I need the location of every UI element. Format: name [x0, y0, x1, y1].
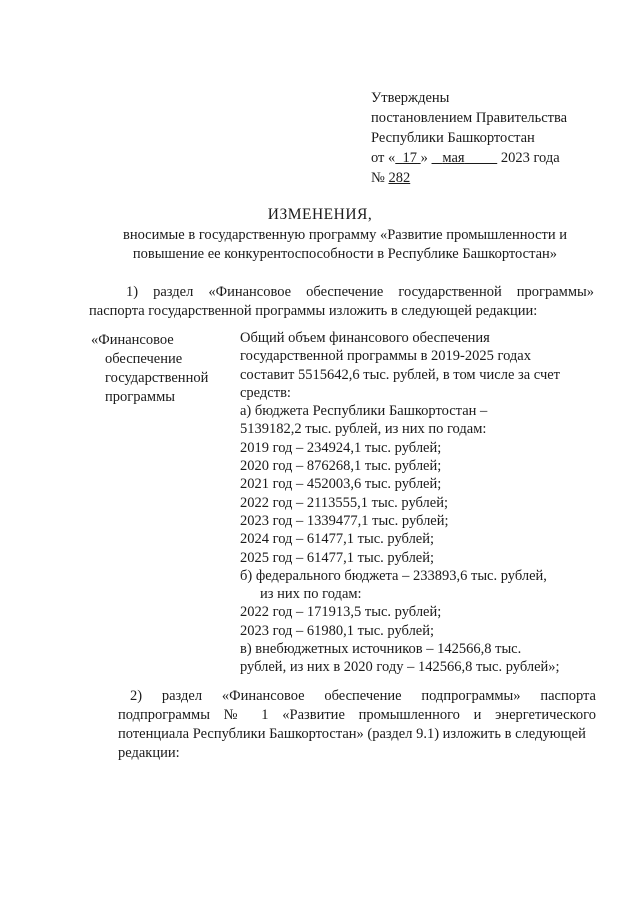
subtitle-line-2: повышение ее конкурентоспособности в Республике Башкортостан»: [132, 246, 558, 262]
content-line: рублей, из них в 2020 году – 142566,8 тыс. рублей»;: [240, 659, 560, 676]
funding-content: [240, 329, 600, 677]
approval-block: [371, 88, 567, 188]
content-line: 2024 год – 61477,1 тыс. рублей;: [240, 531, 435, 548]
content-line: а) бюджета Республики Башкортостан –: [240, 403, 488, 420]
date-mid: »: [420, 150, 432, 166]
content-line: средств:: [240, 384, 291, 401]
paragraph-1-line-1: 1) раздел «Финансовое обеспечение государственной программы»: [126, 284, 594, 300]
paragraph-1: [89, 283, 594, 321]
label-line: обеспечение: [105, 351, 183, 367]
approval-line-1: Утверждены: [371, 90, 450, 106]
paragraph-1-line-2: паспорта государственной программы изложить в следующей редакции:: [89, 303, 538, 319]
approval-line-2: постановлением Правительства: [371, 110, 568, 126]
content-line: 2023 год – 1339477,1 тыс. рублей;: [240, 512, 449, 529]
content-line: в) внебюджетных источников – 142566,8 тыс.: [240, 641, 522, 658]
number-prefix: №: [371, 170, 389, 186]
content-line: 2020 год – 876268,1 тыс. рублей;: [240, 458, 442, 475]
date-prefix: от «: [371, 150, 396, 166]
content-line: б) федерального бюджета – 233893,6 тыс. рублей,: [240, 567, 547, 584]
content-line: 2021 год – 452003,6 тыс. рублей;: [240, 476, 442, 493]
content-line: государственной программы в 2019-2025 годах: [240, 348, 531, 365]
label-line: «Финансовое: [91, 332, 174, 348]
content-line: 2022 год – 171913,5 тыс. рублей;: [240, 604, 442, 621]
paragraph-2-line-1: 2) раздел «Финансовое обеспечение подпрограммы» паспорта: [130, 688, 596, 704]
approval-line-3: Республики Башкортостан: [371, 130, 535, 146]
content-line: из них по годам:: [260, 586, 362, 603]
date-month: мая: [442, 150, 465, 166]
content-line: 2025 год – 61477,1 тыс. рублей;: [240, 549, 435, 566]
paragraph-2-line-2: подпрограммы № 1 «Развитие промышленного и энергетического: [118, 707, 596, 723]
approval-number: [371, 168, 567, 188]
paragraph-2-line-3: потенциала Республики Башкортостан» (раздел 9.1) изложить в следующей: [118, 726, 586, 742]
paragraph-2: [118, 687, 596, 763]
subtitle-line-1: вносимые в государственную программу «Развитие промышленности и: [122, 227, 568, 243]
document-subtitle: [90, 226, 600, 264]
paragraph-2-line-4: редакции:: [118, 745, 180, 761]
date-suffix: 2023 года: [497, 150, 560, 166]
content-line: 2019 год – 234924,1 тыс. рублей;: [240, 439, 442, 456]
number-value: 282: [388, 170, 411, 186]
content-line: составит 5515642,6 тыс. рублей, в том числе за счет: [240, 366, 561, 383]
funding-label: [91, 331, 231, 407]
content-line: Общий объем финансового обеспечения: [240, 330, 490, 346]
content-line: 2022 год – 2113555,1 тыс. рублей;: [240, 494, 448, 511]
label-line: программы: [105, 389, 175, 405]
content-line: 2023 год – 61980,1 тыс. рублей;: [240, 622, 435, 639]
label-line: государственной: [105, 370, 209, 386]
approval-date: [371, 148, 567, 168]
content-line: 5139182,2 тыс. рублей, из них по годам:: [240, 421, 487, 438]
date-day: 17: [402, 150, 418, 166]
document-title: ИЗМЕНЕНИЯ,: [267, 206, 373, 223]
